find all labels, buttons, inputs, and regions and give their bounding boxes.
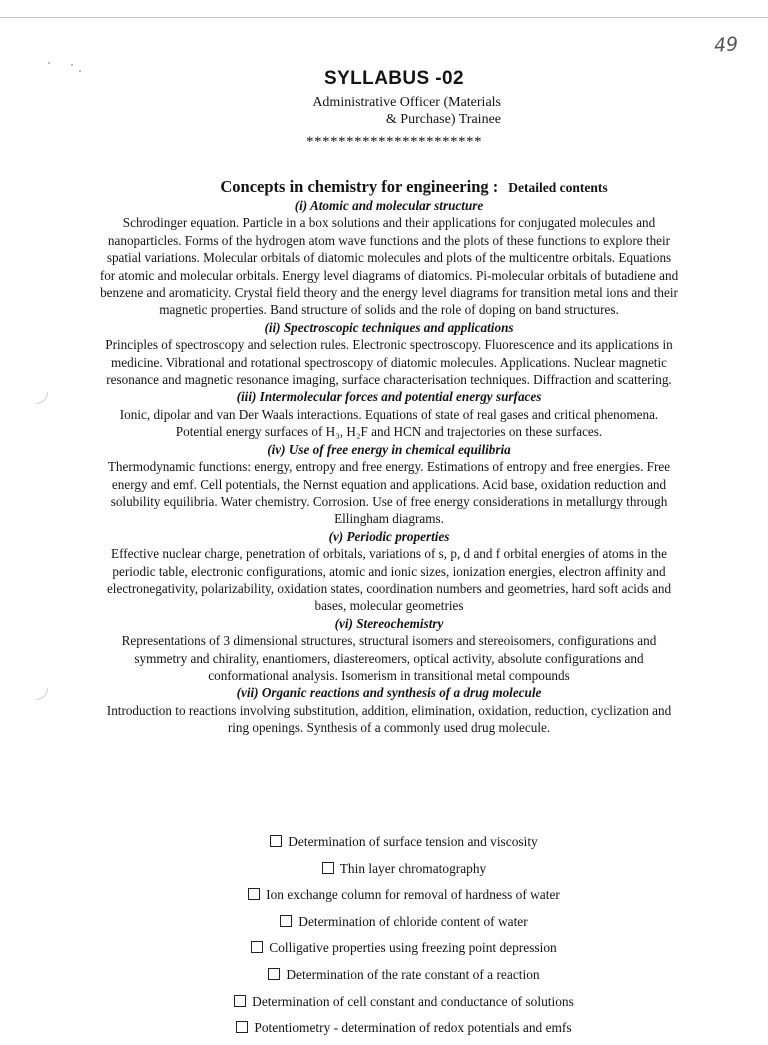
asterisk-divider: ********************** xyxy=(306,134,482,150)
binder-hole-mark xyxy=(24,676,48,700)
scan-speck xyxy=(48,62,50,64)
list-item xyxy=(0,1018,768,1045)
topic-title: (vii) Organic reactions and synthesis of a drug molecule xyxy=(236,685,542,701)
topic-title: (iv) Use of free energy in chemical equilibria xyxy=(267,441,511,457)
subtitle-line-1: Administrative Officer (Materials xyxy=(312,95,501,110)
lab-item-label: Ion exchange column for removal of hardness of water xyxy=(266,887,560,903)
checkbox-icon xyxy=(280,915,292,927)
lab-item-label: Determination of the rate constant of a reaction xyxy=(286,966,540,982)
document-header xyxy=(0,68,768,90)
topic-body: Representations of 3 dimensional structures, structural isomers and stereoisomers, configurations and symmetry and chirality, enantiomers, diastereomers, optical activity, absolute configurations and conformational analysis. Isomerism in transitional metal compounds xyxy=(121,633,657,683)
checkbox-icon xyxy=(270,835,282,847)
lab-item-label: Determination of cell constant and conductance of solutions xyxy=(252,993,574,1009)
subtitle-line-2: & Purchase) Trainee xyxy=(385,112,501,127)
checkbox-icon xyxy=(248,888,260,900)
document-title: SYLLABUS -02 xyxy=(324,68,464,89)
section-heading xyxy=(0,177,768,197)
document-subtitle xyxy=(275,94,501,128)
topic-title: (iii) Intermolecular forces and potential energy surfaces xyxy=(236,389,542,405)
list-item xyxy=(0,938,768,965)
lab-item-label: Thin layer chromatography xyxy=(339,860,487,876)
list-item xyxy=(0,859,768,886)
checkbox-icon xyxy=(268,968,280,980)
section-heading-title: Concepts in chemistry for engineering : xyxy=(220,177,499,196)
scan-speck xyxy=(71,64,73,66)
lab-item-label: Potentiometry - determination of redox potentials and emfs xyxy=(254,1020,572,1036)
checkbox-icon xyxy=(234,995,246,1007)
checkbox-icon xyxy=(251,941,263,953)
lab-item-label: Colligative properties using freezing point depression xyxy=(269,940,557,956)
list-item xyxy=(0,885,768,912)
topic-title: (vi) Stereochemistry xyxy=(334,615,444,631)
list-item xyxy=(0,965,768,992)
topic-body: Schrodinger equation. Particle in a box solutions and their applications for conjugated molecules and nanoparticles. Forms of the hydrogen atom wave functions and the plots of these functions to explore their spatial variations. Molecular orbitals of diatomic molecules and plots of the multicentre orbitals. Equations for atomic and molecular orbitals. Energy level diagrams of diatomics. Pi-molecular orbitals of butadiene and benzene and aromaticity. Crystal field theory and the energy level diagrams for transition metal ions and their magnetic properties. Band structure of solids and the role of doping on band structures. xyxy=(99,215,679,318)
topic-body: Principles of spectroscopy and selection rules. Electronic spectroscopy. Fluorescence and its applications in medicine. Vibrational and rotational spectroscopy of diatomic molecules. Applications. Nuclear magnetic resonance and magnetic resonance imaging, surface characterisation techniques. Diffraction and scattering. xyxy=(105,337,673,388)
checkbox-icon xyxy=(322,862,334,874)
lab-experiment-list xyxy=(0,832,768,1045)
scan-top-edge-line xyxy=(0,17,768,18)
topic-body: Thermodynamic functions: energy, entropy and free energy. Estimations of entropy and free energies. Free energy and emf. Cell potentials, the Nernst equation and applications. Acid base, oxidation reduction and solubility equilibria. Water chemistry. Corrosion. Use of free energy considerations in metallurgy through Ellingham diagrams. xyxy=(107,459,671,527)
lab-item-label: Determination of surface tension and viscosity xyxy=(288,834,538,849)
topic-title: (v) Periodic properties xyxy=(328,528,450,544)
lab-item-label: Determination of chloride content of water xyxy=(298,913,528,929)
list-item xyxy=(0,832,768,859)
topic-body: Ionic, dipolar and van Der Waals interactions. Equations of state of real gases and critical phenomena. Potential energy surfaces of H₃, H₂F and HCN and trajectories on these surfaces. xyxy=(119,406,659,440)
topic-title: (ii) Spectroscopic techniques and applications xyxy=(264,319,514,335)
list-item xyxy=(0,992,768,1019)
topic-body: Introduction to reactions involving substitution, addition, elimination, oxidation, reduction, cyclization and ring openings. Synthesis of a commonly used drug molecule. xyxy=(106,702,672,736)
list-item xyxy=(0,912,768,939)
section-heading-subtitle: Detailed contents xyxy=(508,180,608,195)
binder-hole-mark xyxy=(24,380,48,404)
topic-body: Effective nuclear charge, penetration of orbitals, variations of s, p, d and f orbital energies of atoms in the periodic table, electronic configurations, atomic and ionic sizes, ionization energies, electron affinity and electronegativity, polarizability, oxidation states, coordination numbers and geometries, hard soft acids and bases, molecular geometries xyxy=(106,546,672,614)
topic-title: (i) Atomic and molecular structure xyxy=(294,198,484,213)
handwritten-page-number: 49 xyxy=(713,33,739,57)
checkbox-icon xyxy=(236,1021,248,1033)
syllabus-content xyxy=(98,197,680,737)
